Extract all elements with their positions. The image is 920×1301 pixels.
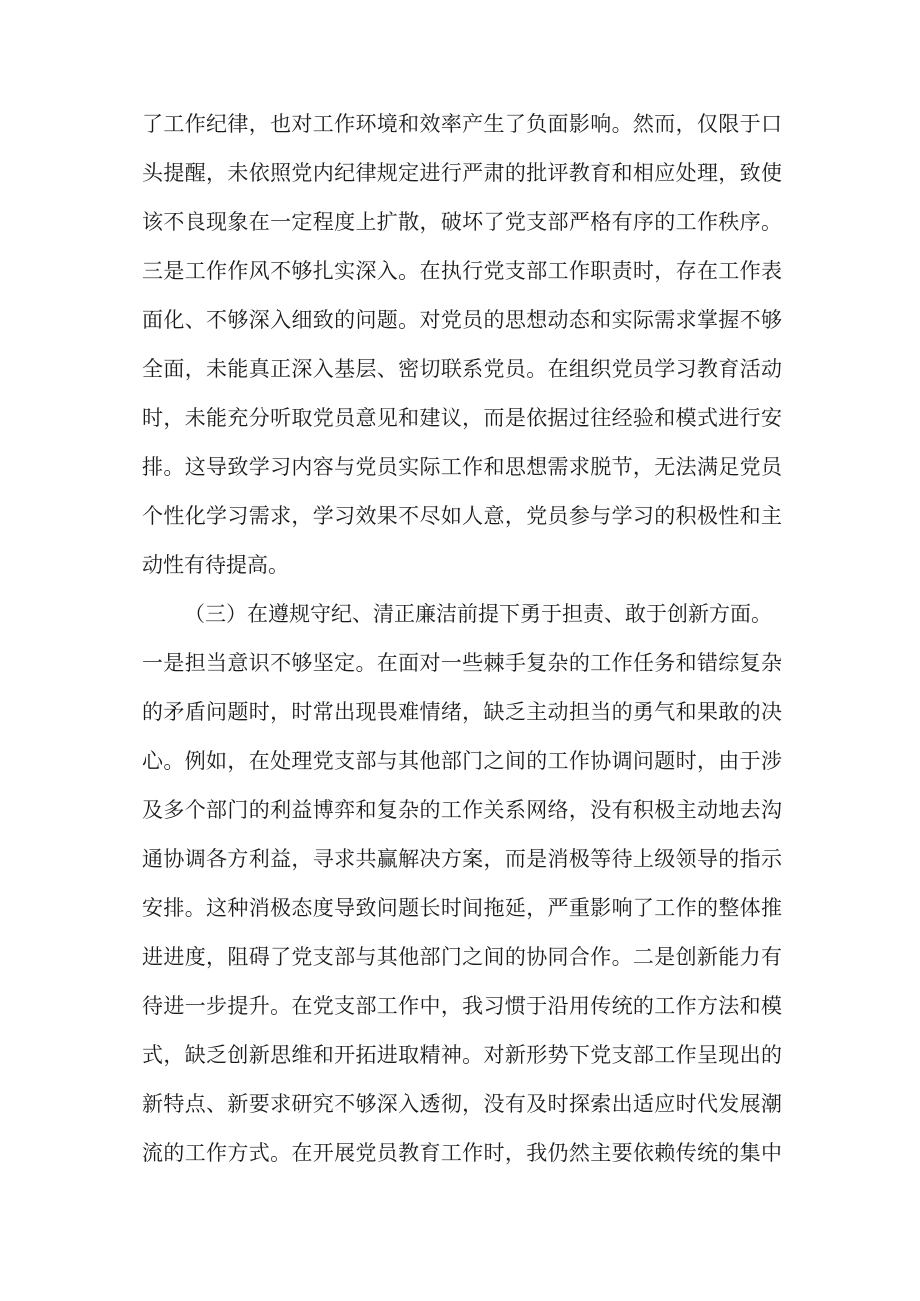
text-line: 新特点、新要求研究不够深入透彻，没有及时探索出适应时代发展潮 [142,1092,782,1116]
text-line: 个性化学习需求，学习效果不尽如人意，党员参与学习的积极性和主 [142,504,782,528]
text-line: 安排。这种消极态度导致问题长时间拖延，严重影响了工作的整体推 [142,896,782,920]
text-line: 的矛盾问题时，时常出现畏难情绪，缺乏主动担当的勇气和果敢的决 [142,700,782,724]
section-heading: （三）在遵规守纪、清正廉洁前提下勇于担责、敢于创新方面。 [184,602,772,626]
text-line: 了工作纪律，也对工作环境和效率产生了负面影响。然而，仅限于口 [142,112,782,136]
text-line: 动性有待提高。 [142,553,289,577]
text-line: 心。例如，在处理党支部与其他部门之间的工作协调问题时，由于涉 [142,749,782,773]
text-line: 三是工作作风不够扎实深入。在执行党支部工作职责时，存在工作表 [142,259,782,283]
text-line: 面化、不够深入细致的问题。对党员的思想动态和实际需求掌握不够 [142,308,782,332]
text-line: 一是担当意识不够坚定。在面对一些棘手复杂的工作任务和错综复杂 [142,651,782,675]
text-line: 通协调各方利益，寻求共赢解决方案，而是消极等待上级领导的指示 [142,847,782,871]
text-line: 流的工作方式。在开展党员教育工作时，我仍然主要依赖传统的集中 [142,1141,782,1165]
text-line: 全面，未能真正深入基层、密切联系党员。在组织党员学习教育活动 [142,357,782,381]
text-line: 待进一步提升。在党支部工作中，我习惯于沿用传统的工作方法和模 [142,994,782,1018]
text-line: 该不良现象在一定程度上扩散，破坏了党支部严格有序的工作秩序。 [142,210,782,234]
text-line: 排。这导致学习内容与党员实际工作和思想需求脱节，无法满足党员 [142,455,782,479]
text-line: 式，缺乏创新思维和开拓进取精神。对新形势下党支部工作呈现出的 [142,1043,782,1067]
document-body [142,100,782,1178]
text-line: 进进度，阻碍了党支部与其他部门之间的协同合作。二是创新能力有 [142,945,782,969]
text-line: 时，未能充分听取党员意见和建议，而是依据过往经验和模式进行安 [142,406,782,430]
text-line: 及多个部门的利益博弈和复杂的工作关系网络，没有积极主动地去沟 [142,798,782,822]
text-line: 头提醒，未依照党内纪律规定进行严肃的批评教育和相应处理，致使 [142,161,782,185]
